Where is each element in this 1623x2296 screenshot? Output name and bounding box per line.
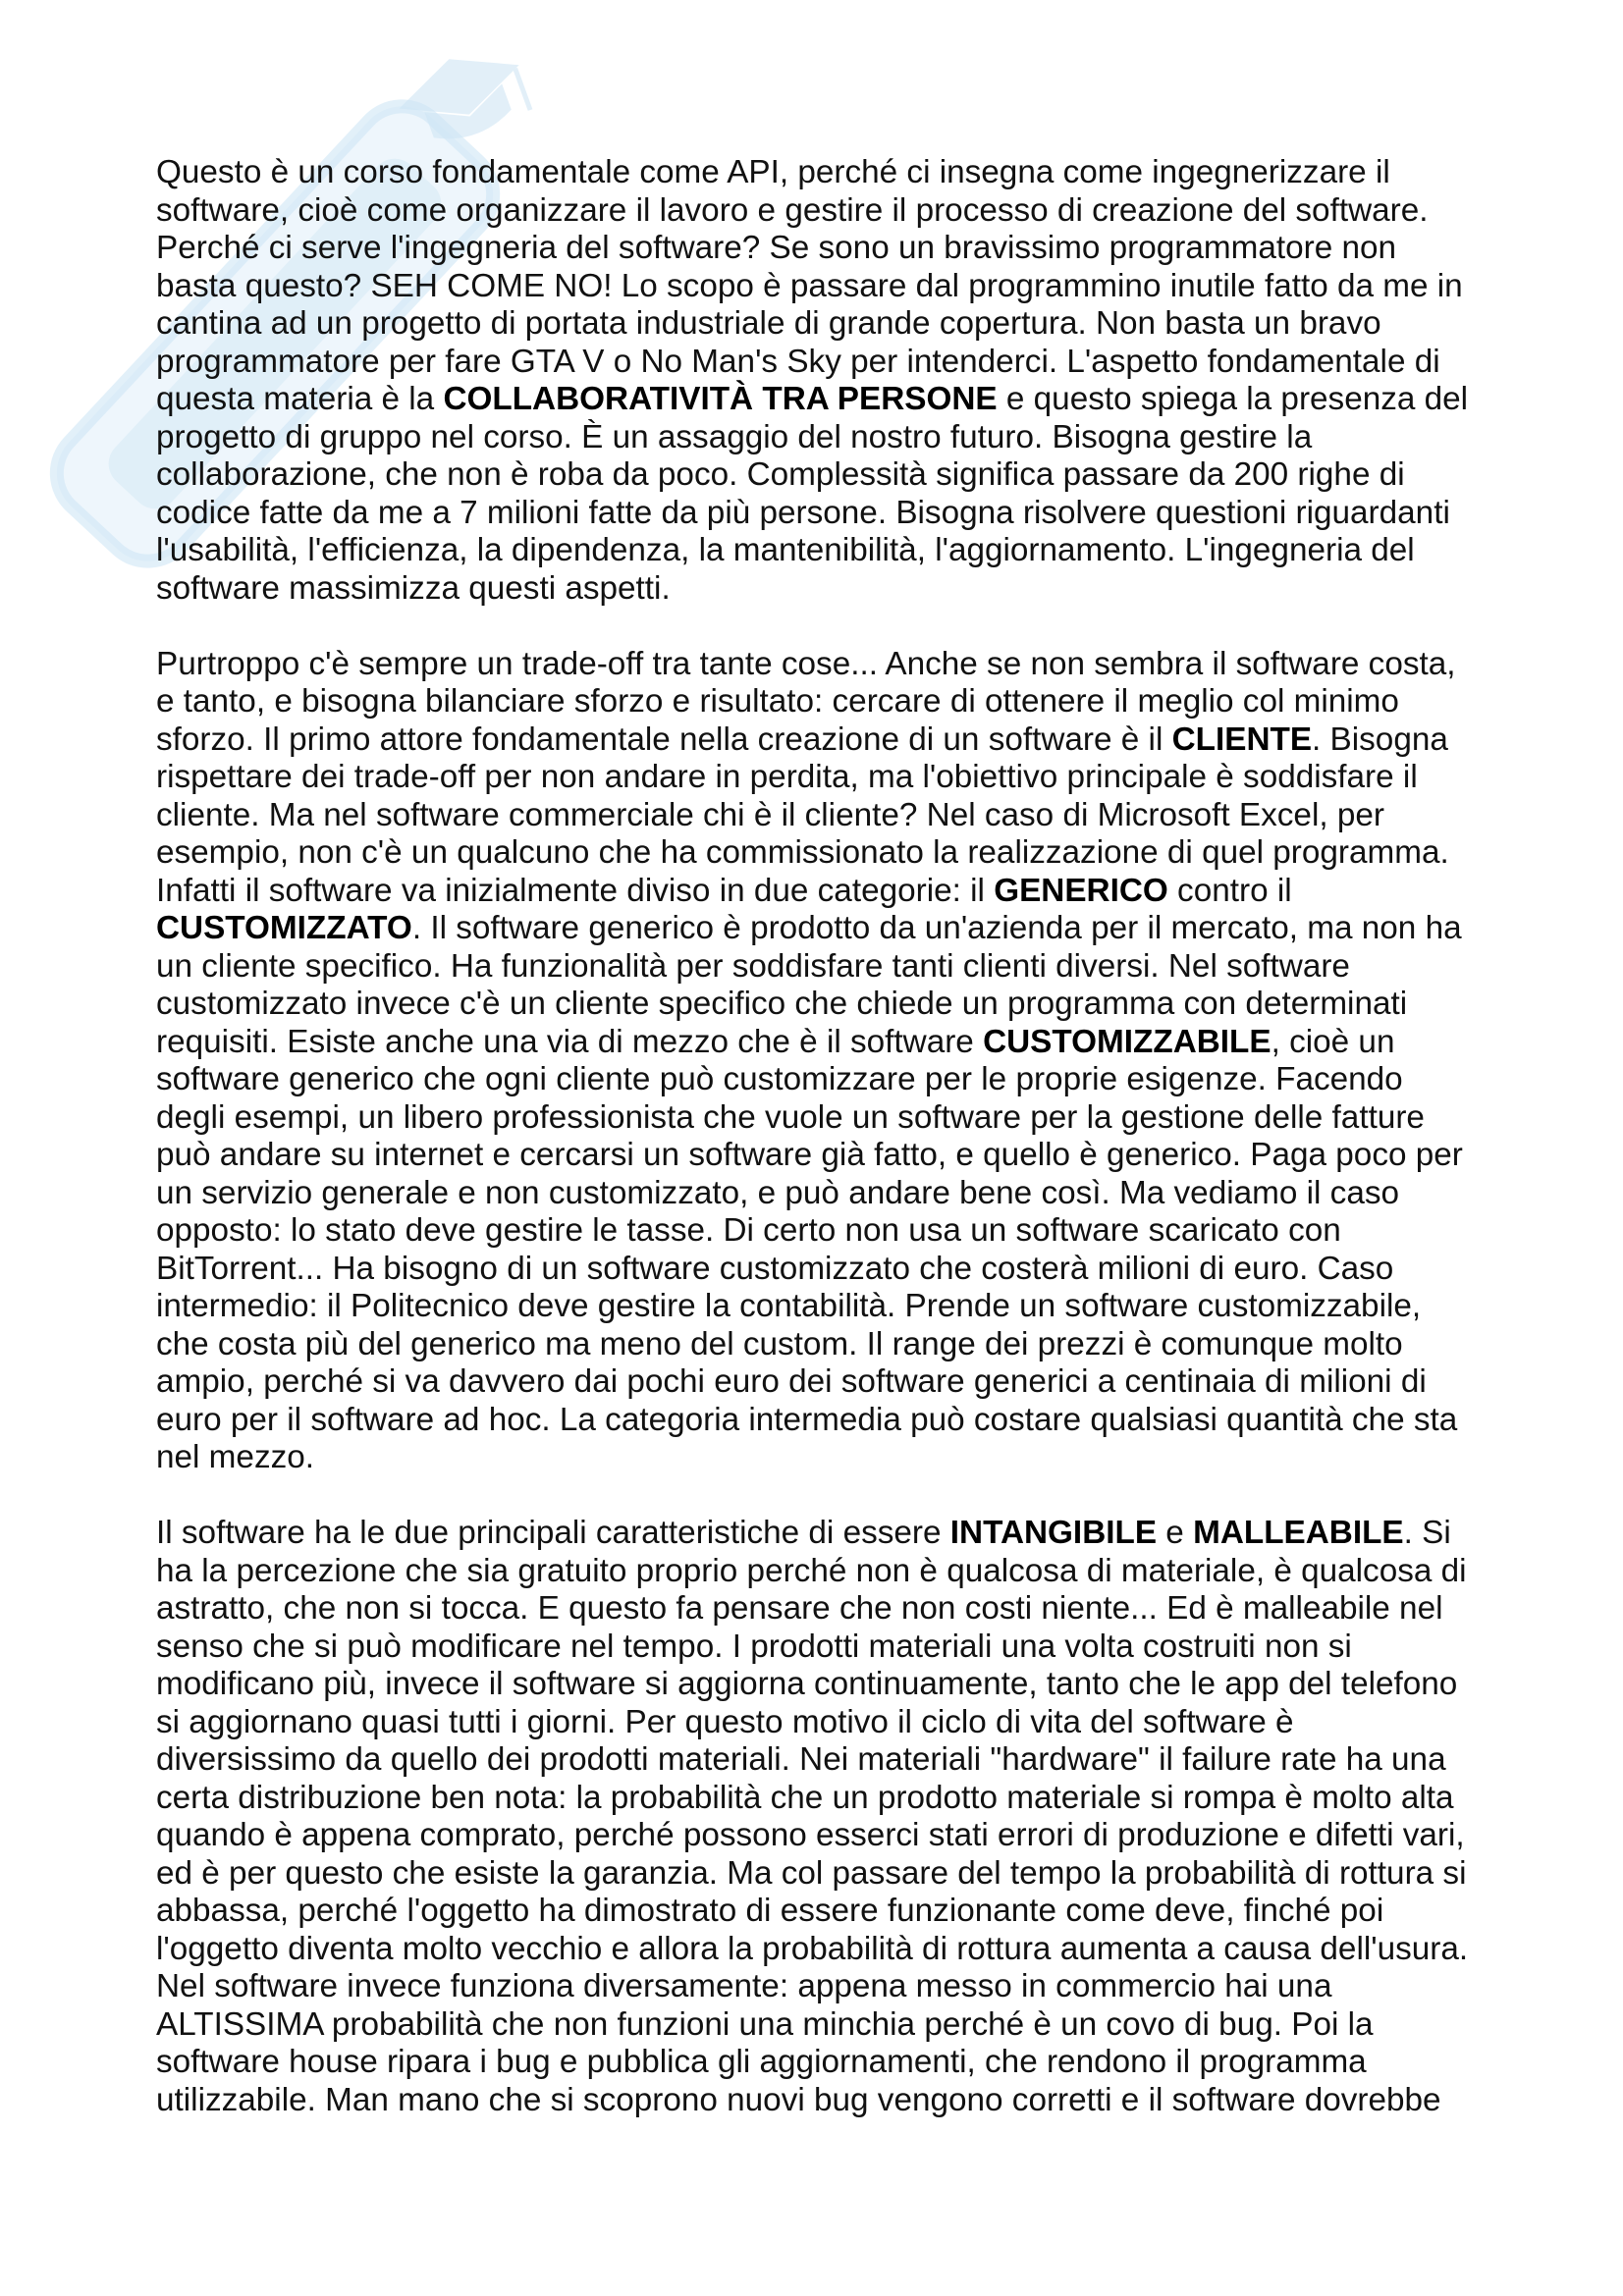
text-line: [156, 1893, 1550, 1931]
text-run: questa materia è la: [156, 381, 444, 417]
text-run: . Bisogna: [1312, 721, 1448, 758]
text-line: [156, 495, 1550, 533]
text-run: Nel software invece funziona diversamente: appena messo in commercio hai una: [156, 1968, 1332, 2004]
text-line: [156, 1061, 1550, 1099]
text-line: [156, 1439, 1550, 1477]
text-line: [156, 1553, 1550, 1591]
text-run: astratto, che non si tocca. E questo fa pensare che non costi niente... Ed è malleabile nel: [156, 1590, 1443, 1627]
text-line: [156, 230, 1550, 268]
text-line: [156, 683, 1550, 721]
bold-text: CLIENTE: [1171, 721, 1313, 758]
text-run: basta questo? SEH COME NO! Lo scopo è passare dal programmino inutile fatto da me in: [156, 267, 1463, 304]
text-run: che costa più del generico ma meno del custom. Il range dei prezzi è comunque molto: [156, 1325, 1403, 1362]
text-line: [156, 1780, 1550, 1818]
text-run: , cioè un: [1271, 1023, 1395, 1060]
text-line: [156, 192, 1550, 231]
text-run: nel mezzo.: [156, 1439, 315, 1475]
text-run: certa distribuzione ben nota: la probabilità che un prodotto materiale si rompa è molto alta: [156, 1779, 1454, 1816]
text-run: e questo spiega la presenza del: [997, 381, 1469, 417]
text-line: [156, 344, 1550, 382]
text-line: [156, 948, 1550, 987]
text-run: Perché ci serve l'ingegneria del software? Se sono un bravissimo programmatore non: [156, 230, 1397, 266]
text-line: [156, 1212, 1550, 1251]
bold-text: CUSTOMIZZABILE: [983, 1023, 1271, 1060]
text-line: [156, 834, 1550, 873]
text-line: [156, 1024, 1550, 1062]
text-line: [156, 1817, 1550, 1855]
text-run: software massimizza questi aspetti.: [156, 569, 671, 607]
text-run: . Il software generico è prodotto da un'azienda per il mercato, ma non ha: [411, 910, 1462, 946]
text-line: [156, 910, 1550, 948]
text-line: [156, 1402, 1550, 1440]
text-run: BitTorrent... Ha bisogno di un software customizzato che costerà milioni di euro. Caso: [156, 1250, 1394, 1287]
text-run: quando è appena comprato, perché possono esserci stati errori di produzione e difetti vari,: [156, 1817, 1465, 1853]
text-run: l'usabilità, l'efficienza, la dipendenza, la mantenibilità, l'aggiornamento. L'ingegneria del: [156, 532, 1415, 568]
text-run: utilizzabile. Man mano che si scoprono nuovi bug vengono corretti e il software dovrebbe: [156, 2081, 1441, 2118]
text-run: contro il: [1167, 872, 1292, 909]
paragraph: [156, 1515, 1550, 2119]
text-run: . Si: [1403, 1515, 1451, 1551]
text-run: customizzato invece c'è un cliente specifico che chiede un programma con determinati: [156, 986, 1408, 1022]
bold-text: GENERICO: [994, 872, 1168, 909]
text-run: software generico che ogni cliente può customizzare per le proprie esigenze. Facendo: [156, 1061, 1403, 1097]
text-line: [156, 1968, 1550, 2006]
bold-text: MALLEABILE: [1193, 1515, 1404, 1551]
text-line: [156, 2044, 1550, 2082]
text-line: [156, 1099, 1550, 1138]
text-run: l'oggetto diventa molto vecchio e allora la probabilità di rottura aumenta a causa dell'usura.: [156, 1930, 1469, 1967]
text-line: [156, 1666, 1550, 1704]
text-run: software, cioè come organizzare il lavoro e gestire il processo di creazione del software.: [156, 191, 1429, 229]
text-run: intermedio: il Politecnico deve gestire la contabilità. Prende un software customizzabile,: [156, 1288, 1422, 1324]
text-run: un servizio generale e non customizzato, e può andare bene così. Ma vediamo il caso: [156, 1174, 1400, 1211]
text-run: abbassa, perché l'oggetto ha dimostrato di essere funzionante come deve, finché poi: [156, 1893, 1384, 1929]
text-line: [156, 1137, 1550, 1175]
text-line: [156, 456, 1550, 495]
text-line: [156, 419, 1550, 457]
text-run: rispettare dei trade-off per non andare in perdita, ma l'obiettivo principale è soddisfare il: [156, 759, 1418, 795]
text-run: ha la percezione che sia gratuito proprio perché non è qualcosa di materiale, è qualcosa di: [156, 1552, 1467, 1589]
text-run: Questo è un corso fondamentale come API, perché ci insegna come ingegnerizzare il: [156, 154, 1390, 190]
text-line: [156, 986, 1550, 1024]
bold-text: INTANGIBILE: [949, 1515, 1158, 1551]
text-run: modificano più, invece il software si aggiorna continuamente, tanto che le app del telefono: [156, 1666, 1458, 1702]
text-run: euro per il software ad hoc. La categoria intermedia può costare qualsiasi quantità che sta: [156, 1401, 1458, 1438]
text-run: Il software ha le due principali caratteristiche di essere: [156, 1515, 950, 1551]
text-line: [156, 2006, 1550, 2045]
text-line: [156, 570, 1550, 609]
text-line: [156, 154, 1550, 192]
paragraph: [156, 154, 1550, 608]
text-run: progetto di gruppo nel corso. È un assaggio del nostro futuro. Bisogna gestire la: [156, 418, 1313, 455]
text-run: ampio, perché si va davvero dai pochi euro dei software generici a centinaia di milioni di: [156, 1363, 1427, 1400]
text-run: collaborazione, che non è roba da poco. Complessità significa passare da 200 righe di: [156, 456, 1405, 493]
text-line: [156, 646, 1550, 684]
text-run: cliente. Ma nel software commerciale chi è il cliente? Nel caso di Microsoft Excel, per: [156, 796, 1384, 833]
text-line: [156, 1741, 1550, 1780]
text-run: Purtroppo c'è sempre un trade-off tra tante cose... Anche se non sembra il software costa,: [156, 645, 1456, 682]
text-line: [156, 1288, 1550, 1326]
text-line: [156, 1629, 1550, 1667]
text-run: ALTISSIMA probabilità che non funzioni una minchia perché è un covo di bug. Poi la: [156, 2005, 1374, 2043]
text-line: [156, 1363, 1550, 1402]
text-run: programmatore per fare GTA V o No Man's Sky per intenderci. L'aspetto fondamentale di: [156, 343, 1440, 380]
text-line: [156, 797, 1550, 835]
text-run: requisiti. Esiste anche una via di mezzo che è il software: [156, 1023, 984, 1060]
text-run: degli esempi, un libero professionista che vuole un software per la gestione delle fatture: [156, 1098, 1425, 1136]
text-run: un cliente specifico. Ha funzionalità per soddisfare tanti clienti diversi. Nel software: [156, 947, 1350, 985]
text-line: [156, 1515, 1550, 1553]
text-run: sforzo. Il primo attore fondamentale nella creazione di un software è il: [156, 721, 1172, 758]
text-line: [156, 2082, 1550, 2120]
text-run: software house ripara i bug e pubblica gli aggiornamenti, che rendono il programma: [156, 2044, 1367, 2080]
bold-text: CUSTOMIZZATO: [156, 910, 412, 946]
text-line: [156, 873, 1550, 911]
text-line: [156, 1326, 1550, 1364]
text-run: senso che si può modificare nel tempo. I prodotti materiali una volta costruiti non si: [156, 1628, 1352, 1665]
text-run: esempio, non c'è un qualcuno che ha commissionato la realizzazione di quel programma.: [156, 834, 1449, 871]
text-run: e: [1157, 1515, 1194, 1551]
text-run: e tanto, e bisogna bilanciare sforzo e risultato: cercare di ottenere il meglio col minimo: [156, 683, 1399, 720]
text-line: [156, 1251, 1550, 1289]
text-line: [156, 1704, 1550, 1742]
text-line: [156, 305, 1550, 344]
text-line: [156, 1931, 1550, 1969]
bold-text: COLLABORATIVITÀ TRA PERSONE: [443, 381, 998, 417]
text-line: [156, 759, 1550, 797]
text-line: [156, 268, 1550, 306]
text-run: Infatti il software va inizialmente diviso in due categorie: il: [156, 872, 995, 909]
text-run: codice fatte da me a 7 milioni fatte da più persone. Bisogna risolvere questioni riguardanti: [156, 494, 1450, 531]
text-line: [156, 1855, 1550, 1894]
text-run: può andare su internet e cercarsi un software già fatto, e quello è generico. Paga poco per: [156, 1137, 1463, 1173]
text-line: [156, 381, 1550, 419]
text-line: [156, 1590, 1550, 1629]
text-line: [156, 721, 1550, 760]
text-run: opposto: lo stato deve gestire le tasse. Di certo non usa un software scaricato con: [156, 1212, 1341, 1249]
text-run: diversissimo da quello dei prodotti materiali. Nei materiali "hardware" il failure rate ha una: [156, 1741, 1446, 1778]
text-run: cantina ad un progetto di portata industriale di grande copertura. Non basta un bravo: [156, 305, 1381, 342]
paragraph: [156, 646, 1550, 1477]
text-line: [156, 532, 1550, 570]
text-run: ed è per questo che esiste la garanzia. Ma col passare del tempo la probabilità di rottura si: [156, 1854, 1467, 1892]
text-run: si aggiornano quasi tutti i giorni. Per questo motivo il ciclo di vita del software è: [156, 1703, 1294, 1740]
text-line: [156, 1175, 1550, 1213]
document-body: [156, 154, 1550, 2119]
